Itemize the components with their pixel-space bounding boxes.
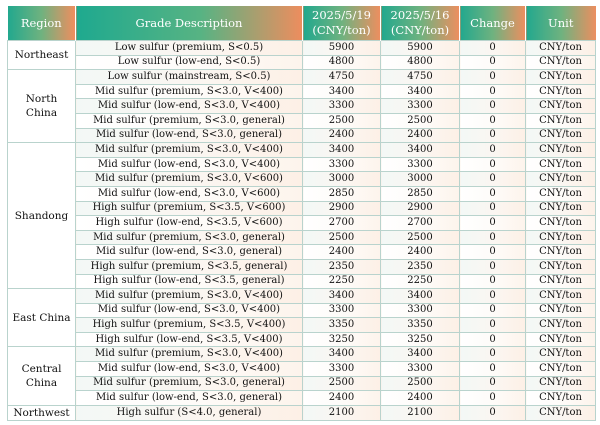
change-cell: 0 (460, 318, 526, 333)
table-row (8, 99, 596, 114)
table-row (8, 289, 596, 304)
header-date1-unit: (CNY/ton) (312, 23, 371, 37)
price-date2-cell: 3250 (381, 332, 460, 347)
grade-cell: Mid sulfur (premium, S<3.0, V<400) (76, 143, 303, 158)
grade-cell: High sulfur (low-end, S<3.5, V<600) (76, 216, 303, 231)
grade-cell: Mid sulfur (low-end, S<3.0, general) (76, 391, 303, 406)
change-cell: 0 (460, 259, 526, 274)
grade-cell: High sulfur (premium, S<3.5, V<600) (76, 201, 303, 216)
grade-cell: Mid sulfur (low-end, S<3.0, V<400) (76, 99, 303, 114)
grade-cell: Mid sulfur (low-end, S<3.0, V<400) (76, 303, 303, 318)
unit-cell: CNY/ton (526, 70, 596, 85)
price-date1-cell: 3000 (303, 172, 381, 187)
change-cell: 0 (460, 332, 526, 347)
table-row (8, 143, 596, 158)
unit-cell: CNY/ton (526, 376, 596, 391)
table-row (8, 274, 596, 289)
price-date1-cell: 4800 (303, 55, 381, 70)
price-date2-cell: 3400 (381, 84, 460, 99)
price-date1-cell: 3350 (303, 318, 381, 333)
region-cell: East China (8, 289, 76, 347)
table-row (8, 347, 596, 362)
header-date2-unit: (CNY/ton) (390, 23, 450, 37)
unit-cell: CNY/ton (526, 99, 596, 114)
price-date2-cell: 2100 (381, 405, 460, 420)
price-date1-cell: 3300 (303, 362, 381, 377)
change-cell: 0 (460, 172, 526, 187)
table-header (8, 6, 596, 41)
unit-cell: CNY/ton (526, 55, 596, 70)
price-date2-cell: 4800 (381, 55, 460, 70)
price-date2-cell: 2500 (381, 113, 460, 128)
grade-cell: High sulfur (premium, S<3.5, general) (76, 259, 303, 274)
price-date2-cell: 3300 (381, 157, 460, 172)
price-date2-cell: 2400 (381, 245, 460, 260)
grade-cell: Mid sulfur (premium, S<3.0, general) (76, 230, 303, 245)
unit-cell: CNY/ton (526, 362, 596, 377)
region-cell: Northeast (8, 41, 76, 70)
table-row (8, 84, 596, 99)
header-date2-date: 2025/5/16 (390, 8, 450, 22)
table-row (8, 41, 596, 56)
change-cell: 0 (460, 128, 526, 143)
unit-cell: CNY/ton (526, 391, 596, 406)
price-date1-cell: 3300 (303, 157, 381, 172)
price-date2-cell: 2900 (381, 201, 460, 216)
grade-cell: Mid sulfur (low-end, S<3.0, general) (76, 128, 303, 143)
region-cell: Central China (8, 347, 76, 405)
header-date2 (381, 6, 460, 41)
table-row (8, 303, 596, 318)
grade-cell: Mid sulfur (low-end, S<3.0, general) (76, 245, 303, 260)
price-date1-cell: 2250 (303, 274, 381, 289)
grade-cell: Mid sulfur (low-end, S<3.0, V<400) (76, 362, 303, 377)
table-row (8, 405, 596, 420)
change-cell: 0 (460, 245, 526, 260)
unit-cell: CNY/ton (526, 41, 596, 56)
unit-cell: CNY/ton (526, 259, 596, 274)
table-row (8, 70, 596, 85)
grade-cell: Mid sulfur (premium, S<3.0, V<400) (76, 347, 303, 362)
price-date2-cell: 3400 (381, 143, 460, 158)
change-cell: 0 (460, 99, 526, 114)
unit-cell: CNY/ton (526, 230, 596, 245)
header-change: Change (460, 6, 526, 41)
price-date2-cell: 3300 (381, 99, 460, 114)
change-cell: 0 (460, 230, 526, 245)
price-date2-cell: 2500 (381, 376, 460, 391)
price-date2-cell: 2850 (381, 186, 460, 201)
table-row (8, 391, 596, 406)
table-row (8, 245, 596, 260)
grade-cell: High sulfur (S<4.0, general) (76, 405, 303, 420)
table-row (8, 216, 596, 231)
unit-cell: CNY/ton (526, 245, 596, 260)
change-cell: 0 (460, 289, 526, 304)
grade-cell: Mid sulfur (low-end, S<3.0, V<400) (76, 157, 303, 172)
price-date1-cell: 3400 (303, 84, 381, 99)
price-date1-cell: 2500 (303, 376, 381, 391)
price-date1-cell: 3400 (303, 289, 381, 304)
price-date2-cell: 3400 (381, 289, 460, 304)
change-cell: 0 (460, 55, 526, 70)
table-row (8, 55, 596, 70)
price-date2-cell: 3350 (381, 318, 460, 333)
change-cell: 0 (460, 143, 526, 158)
change-cell: 0 (460, 216, 526, 231)
unit-cell: CNY/ton (526, 216, 596, 231)
price-date2-cell: 3300 (381, 362, 460, 377)
table-row (8, 362, 596, 377)
header-region: Region (8, 6, 76, 41)
unit-cell: CNY/ton (526, 332, 596, 347)
price-date1-cell: 2400 (303, 391, 381, 406)
unit-cell: CNY/ton (526, 186, 596, 201)
grade-cell: Mid sulfur (premium, S<3.0, V<400) (76, 84, 303, 99)
grade-cell: Low sulfur (low-end, S<0.5) (76, 55, 303, 70)
unit-cell: CNY/ton (526, 303, 596, 318)
change-cell: 0 (460, 113, 526, 128)
price-date1-cell: 5900 (303, 41, 381, 56)
grade-cell: Mid sulfur (premium, S<3.0, V<600) (76, 172, 303, 187)
region-cell: Shandong (8, 143, 76, 289)
table-row (8, 186, 596, 201)
header-unit: Unit (526, 6, 596, 41)
grade-cell: High sulfur (low-end, S<3.5, V<400) (76, 332, 303, 347)
price-date2-cell: 3300 (381, 303, 460, 318)
price-date1-cell: 2850 (303, 186, 381, 201)
table-row (8, 230, 596, 245)
change-cell: 0 (460, 376, 526, 391)
price-date2-cell: 2400 (381, 391, 460, 406)
header-date1 (303, 6, 381, 41)
change-cell: 0 (460, 70, 526, 85)
region-cell: North China (8, 70, 76, 143)
unit-cell: CNY/ton (526, 405, 596, 420)
grade-cell: Mid sulfur (low-end, S<3.0, V<600) (76, 186, 303, 201)
price-date2-cell: 3400 (381, 347, 460, 362)
price-date2-cell: 2500 (381, 230, 460, 245)
grade-cell: Mid sulfur (premium, S<3.0, V<400) (76, 289, 303, 304)
table-row (8, 201, 596, 216)
table-row (8, 113, 596, 128)
price-date2-cell: 3000 (381, 172, 460, 187)
grade-cell: Mid sulfur (premium, S<3.0, general) (76, 376, 303, 391)
price-date2-cell: 2350 (381, 259, 460, 274)
price-date1-cell: 3300 (303, 303, 381, 318)
unit-cell: CNY/ton (526, 347, 596, 362)
table-row (8, 376, 596, 391)
unit-cell: CNY/ton (526, 113, 596, 128)
change-cell: 0 (460, 84, 526, 99)
price-date1-cell: 3300 (303, 99, 381, 114)
table-row (8, 259, 596, 274)
change-cell: 0 (460, 186, 526, 201)
table-row (8, 318, 596, 333)
grade-cell: Low sulfur (mainstream, S<0.5) (76, 70, 303, 85)
change-cell: 0 (460, 347, 526, 362)
price-date1-cell: 4750 (303, 70, 381, 85)
region-cell: Northwest (8, 405, 76, 420)
change-cell: 0 (460, 274, 526, 289)
unit-cell: CNY/ton (526, 172, 596, 187)
table-row (8, 157, 596, 172)
price-date1-cell: 2500 (303, 113, 381, 128)
price-date1-cell: 2400 (303, 245, 381, 260)
unit-cell: CNY/ton (526, 274, 596, 289)
grade-cell: High sulfur (low-end, S<3.5, general) (76, 274, 303, 289)
change-cell: 0 (460, 303, 526, 318)
price-date2-cell: 2700 (381, 216, 460, 231)
unit-cell: CNY/ton (526, 157, 596, 172)
change-cell: 0 (460, 362, 526, 377)
change-cell: 0 (460, 201, 526, 216)
unit-cell: CNY/ton (526, 289, 596, 304)
price-date1-cell: 2100 (303, 405, 381, 420)
unit-cell: CNY/ton (526, 201, 596, 216)
change-cell: 0 (460, 405, 526, 420)
table-row (8, 172, 596, 187)
price-date1-cell: 3400 (303, 143, 381, 158)
unit-cell: CNY/ton (526, 128, 596, 143)
unit-cell: CNY/ton (526, 318, 596, 333)
price-date2-cell: 2400 (381, 128, 460, 143)
header-grade: Grade Description (76, 6, 303, 41)
price-date1-cell: 2500 (303, 230, 381, 245)
price-date1-cell: 2700 (303, 216, 381, 231)
price-date1-cell: 2400 (303, 128, 381, 143)
price-date2-cell: 2250 (381, 274, 460, 289)
grade-cell: Mid sulfur (premium, S<3.0, general) (76, 113, 303, 128)
unit-cell: CNY/ton (526, 143, 596, 158)
unit-cell: CNY/ton (526, 84, 596, 99)
price-date2-cell: 5900 (381, 41, 460, 56)
grade-cell: High sulfur (premium, S<3.5, V<400) (76, 318, 303, 333)
price-date1-cell: 2900 (303, 201, 381, 216)
header-date1-date: 2025/5/19 (312, 8, 371, 22)
price-date1-cell: 3250 (303, 332, 381, 347)
price-date2-cell: 4750 (381, 70, 460, 85)
change-cell: 0 (460, 391, 526, 406)
grade-cell: Low sulfur (premium, S<0.5) (76, 41, 303, 56)
price-date1-cell: 2350 (303, 259, 381, 274)
table-body (8, 41, 596, 421)
change-cell: 0 (460, 157, 526, 172)
price-table-container (7, 6, 595, 421)
change-cell: 0 (460, 41, 526, 56)
table-row (8, 128, 596, 143)
table-row (8, 332, 596, 347)
price-table (7, 6, 596, 421)
price-date1-cell: 3400 (303, 347, 381, 362)
